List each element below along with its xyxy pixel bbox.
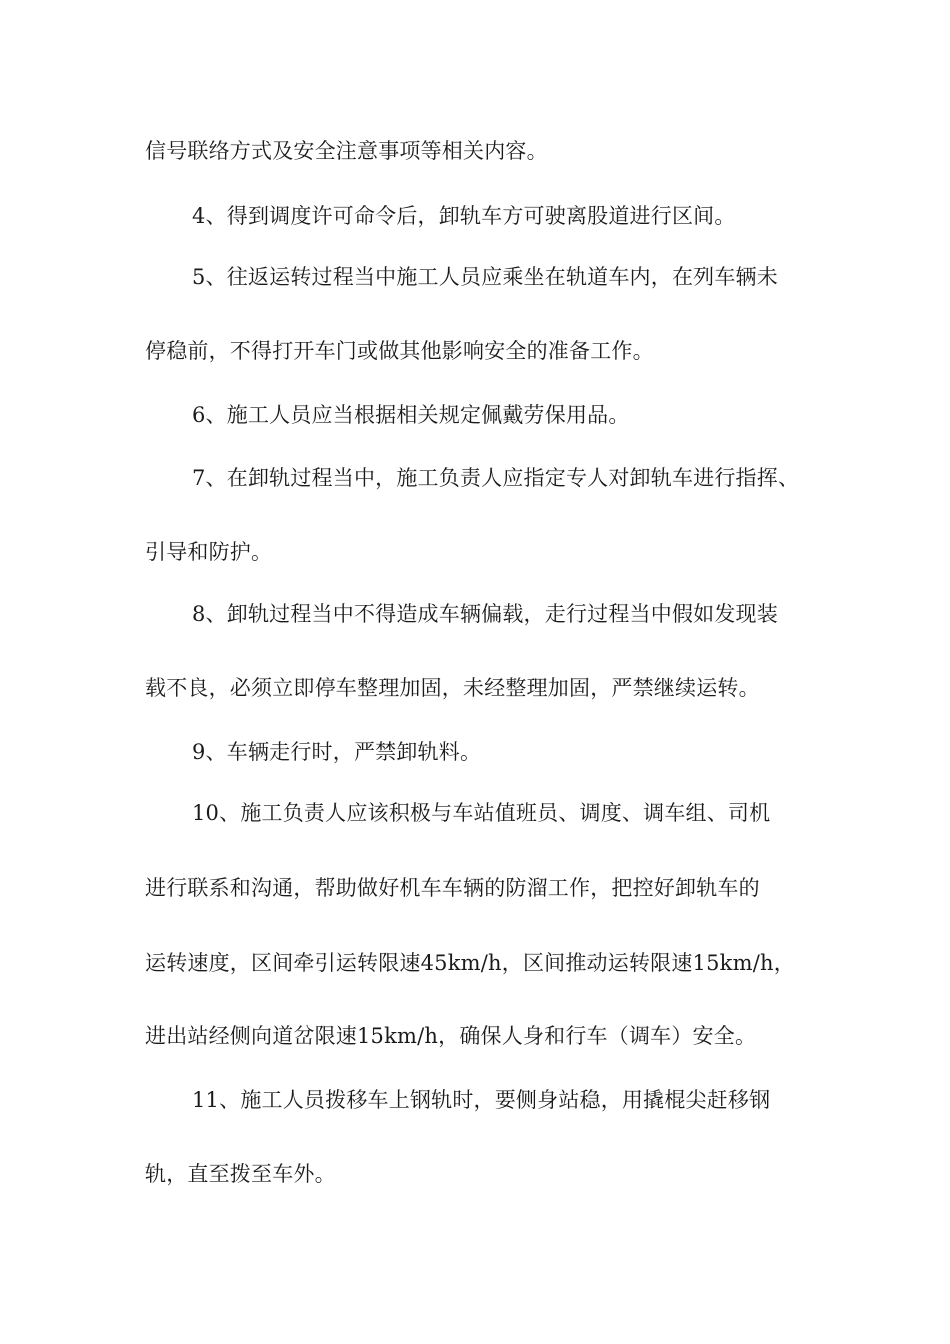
item-11-continuation: 轨，直至拨至车外。 (145, 1162, 336, 1186)
item-11-line: 11、施工人员拨移车上钢轨时，要侧身站稳，用撬棍尖赶移钢 (192, 1088, 771, 1112)
item-10-continuation-2: 运转速度，区间牵引运转限速45km/h，区间推动运转限速15km/h， (145, 951, 795, 975)
item-7-continuation: 引导和防护。 (145, 540, 273, 564)
item-5-continuation: 停稳前，不得打开车门或做其他影响安全的准备工作。 (145, 339, 654, 363)
item-7-line: 7、在卸轨过程当中，施工负责人应指定专人对卸轨车进行指挥、 (192, 466, 800, 490)
item-4-line: 4、得到调度许可命令后，卸轨车方可驶离股道进行区间。 (192, 204, 736, 228)
item-5-line: 5、往返运转过程当中施工人员应乘坐在轨道车内，在列车辆未 (192, 265, 778, 289)
item-6-line: 6、施工人员应当根据相关规定佩戴劳保用品。 (192, 403, 630, 427)
item-10-continuation-1: 进行联系和沟通，帮助做好机车车辆的防溜工作，把控好卸轨车的 (145, 876, 760, 900)
item-8-continuation: 载不良，必须立即停车整理加固，未经整理加固，严禁继续运转。 (145, 676, 760, 700)
item-10-continuation-3: 进出站经侧向道岔限速15km/h，确保人身和行车（调车）安全。 (145, 1024, 757, 1048)
item-8-line: 8、卸轨过程当中不得造成车辆偏载，走行过程当中假如发现装 (192, 602, 778, 626)
item-9-line: 9、车辆走行时，严禁卸轨料。 (192, 740, 482, 764)
text-line-continuation: 信号联络方式及安全注意事项等相关内容。 (145, 139, 548, 163)
item-10-line: 10、施工负责人应该积极与车站值班员、调度、调车组、司机 (192, 801, 771, 825)
